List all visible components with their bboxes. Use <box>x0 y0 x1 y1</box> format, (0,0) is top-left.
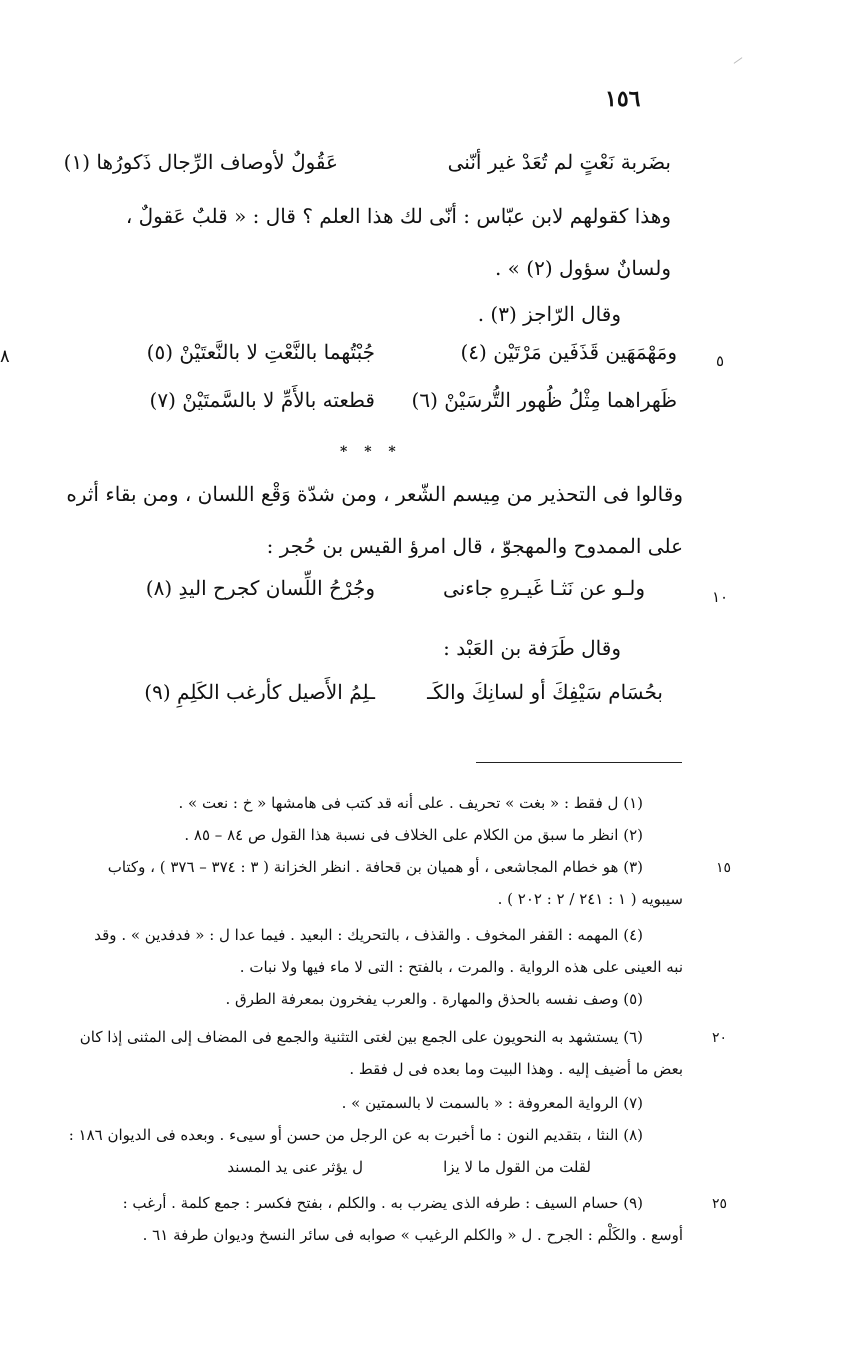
prose-line-2: وهذا كقولهم لابن عبّاس : أنّى لك هذا العلم ؟ قال : « قلبٌ عَقولٌ ، <box>125 204 671 228</box>
prose-line-11: وقال طَرَفة بن العَبْد : <box>443 636 621 660</box>
footnote-9: (٩) حسام السيف : طرفه الذى يضرب به . والكلم ، بفتح فكسر : جمع كلمة . أرغب : <box>122 1194 643 1212</box>
page-scratch-mark <box>734 57 743 64</box>
footnote-2: (٢) انظر ما سبق من الكلام على الخلاف فى نسبة هذا القول ص ٨٤ – ٨٥ . <box>184 826 643 844</box>
footnote-line-number-25: ٢٥ <box>712 1196 728 1212</box>
footnote-separator-rule <box>476 762 682 763</box>
verse-10-second-hemistich: وجُرْحُ اللِّسان كجرح اليدِ (٨) <box>145 576 375 600</box>
prose-line-3: ولسانٌ سؤول (٢) » . <box>494 256 671 280</box>
footnote-9-continued: أوسع . والكَلْم : الجرح . ل « والكلم الرغيب » صوابه فى سائر النسخ وديوان طرفة ٦١ . <box>142 1226 683 1244</box>
section-separator-stars: * * * <box>340 444 402 460</box>
verse-5-second-hemistich: جُبْتُهما بالنَّعْتِ لا بالنَّعتَيْنْ (٥) <box>146 340 375 364</box>
prose-line-4: وقال الرّاجز (٣) . <box>477 302 621 326</box>
verse-6-second-hemistich: قطعته بالأَمِّ لا بالسَّمتَيْنْ (٧) <box>149 388 375 412</box>
footnote-8: (٨) النثا ، بتقديم النون : ما أخبرت به عن الرجل من حسن أو سيىء . وبعده فى الديوان ١٨٦ : <box>68 1126 643 1144</box>
footnote-7: (٧) الرواية المعروفة : « بالسمت لا بالسمتين » . <box>341 1094 643 1112</box>
verse-1-second-hemistich: عَقُولٌ لأوصاف الرِّجال ذَكورُها (١) <box>63 150 338 174</box>
footnote-3-continued: سيبويه ( ١ : ٢٤١ / ٢ : ٢٠٢ ) . <box>497 890 683 908</box>
page-edge-mark: ٨ <box>0 346 10 367</box>
verse-1-first-hemistich: بضَربة نَعْتٍ لم تُعَدْ غير أنّنى <box>447 150 671 174</box>
verse-12-first-hemistich: بحُسَام سَيْفِكَ أو لسانِكَ والكَـ <box>427 680 663 704</box>
footnote-6-continued: بعض ما أضيف إليه . وهذا البيت وما بعده فى ل فقط . <box>349 1060 683 1078</box>
line-number-10: ١٠ <box>712 588 729 606</box>
footnote-4-continued: نبه العينى على هذه الرواية . والمرت ، بالفتح : التى لا ماء فيها ولا نبات . <box>239 958 683 976</box>
footnote-8-verse-second-hemistich: ل يؤثر عنى يد المسند <box>227 1158 363 1176</box>
footnote-5: (٥) وصف نفسه بالحذق والمهارة . والعرب يفخرون بمعرفة الطرق . <box>225 990 643 1008</box>
footnote-6: (٦) يستشهد به النحويون على الجمع بين لغتى التثنية والجمع فى المضاف إلى المثنى إذا كان <box>79 1028 643 1046</box>
footnote-3: (٣) هو خطام المجاشعى ، أو هميان بن قحافة . انظر الخزانة ( ٣ : ٣٧٤ – ٣٧٦ ) ، وكتاب <box>107 858 643 876</box>
verse-10-first-hemistich: ولـو عن نَثـا غَيـرهِ جاءنى <box>442 576 645 600</box>
prose-line-9: على الممدوح والمهجوّ ، قال امرؤ القيس بن حُجر : <box>266 534 683 558</box>
verse-6-first-hemistich: ظَهراهما مِثْلُ ظُهور التُّرسَيْنْ (٦) <box>411 388 677 412</box>
footnote-line-number-20: ٢٠ <box>712 1030 728 1046</box>
line-number-5: ٥ <box>716 352 725 370</box>
footnote-8-verse-first-hemistich: لقلت من القول ما لا يزا <box>443 1158 591 1176</box>
verse-5-first-hemistich: ومَهْمَهَين قَذَفَين مَرْتَيْن (٤) <box>460 340 677 364</box>
footnote-4: (٤) المهمه : القفر المخوف . والقذف ، بالتحريك : البعيد . فيما عدا ل : « فدفدين » . وقد <box>94 926 643 944</box>
verse-12-second-hemistich: ـلِمُ الأَصيل كأرغب الكَلِمِ (٩) <box>144 680 375 704</box>
footnote-1: (١) ل فقط : « بغت » تحريف . على أنه قد كتب فى هامشها « خ : نعت » . <box>178 794 643 812</box>
prose-line-8: وقالوا فى التحذير من مِيسم الشّعر ، ومن شدّة وَقْع اللسان ، ومن بقاء أثره <box>66 482 683 506</box>
page-number: ١٥٦ <box>605 86 641 112</box>
footnote-line-number-15: ١٥ <box>716 860 732 876</box>
